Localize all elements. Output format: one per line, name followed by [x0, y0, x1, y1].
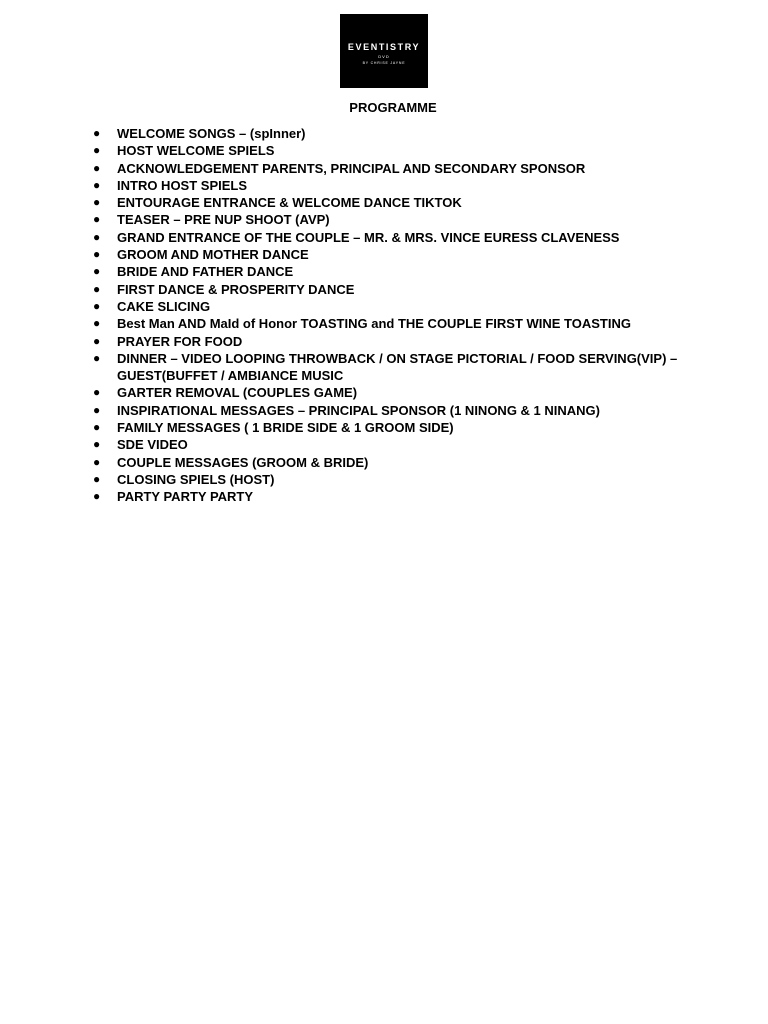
- list-item-text: FIRST DANCE & PROSPERITY DANCE: [117, 281, 355, 297]
- list-item-text: PRAYER FOR FOOD: [117, 333, 243, 349]
- list-item: [90, 160, 720, 177]
- list-item-text: ACKNOWLEDGEMENT PARENTS, PRINCIPAL AND SECONDARY SPONSOR: [117, 160, 586, 176]
- logo-sub-text: DVD: [378, 54, 390, 59]
- list-item: [90, 402, 720, 419]
- list-item: [90, 436, 720, 453]
- bullet-icon: ●: [93, 212, 101, 227]
- bullet-icon: ●: [93, 264, 101, 279]
- list-item: [90, 384, 720, 401]
- list-item-text: TEASER – PRE NUP SHOOT (AVP): [117, 212, 330, 228]
- bullet-icon: ●: [93, 471, 101, 486]
- bullet-icon: ●: [93, 195, 101, 210]
- list-item: [90, 194, 720, 211]
- bullet-icon: ●: [93, 489, 101, 504]
- list-item: [90, 125, 720, 142]
- bullet-icon: ●: [93, 126, 101, 140]
- list-item-text: BRIDE AND FATHER DANCE: [117, 264, 294, 280]
- list-item: [90, 281, 720, 298]
- bullet-icon: ●: [93, 333, 101, 348]
- bullet-icon: ●: [93, 247, 101, 262]
- list-item-text: HOST WELCOME SPIELS: [117, 143, 275, 159]
- list-item: [90, 211, 720, 228]
- logo-by-text: BY CHRISE JAYNE: [362, 61, 406, 65]
- list-item: [90, 419, 720, 436]
- list-item: [90, 298, 720, 315]
- bullet-icon: ●: [93, 420, 101, 435]
- bullet-icon: ●: [93, 385, 101, 400]
- list-item: [90, 333, 720, 350]
- list-item-text: Best Man AND MaId of Honor TOASTING and THE COUPLE FIRST WINE TOASTING: [117, 316, 631, 332]
- list-item-text: PARTY PARTY PARTY: [117, 489, 254, 505]
- list-item: [90, 263, 720, 280]
- list-item-text: CAKE SLICING: [117, 298, 211, 314]
- list-item-text: WELCOME SONGS – (spInner): [117, 126, 306, 141]
- bullet-icon: ●: [93, 437, 101, 452]
- list-item: [90, 471, 720, 488]
- list-item-text: INSPIRATIONAL MESSAGES – PRINCIPAL SPONSOR (1 NINONG & 1 NINANG): [117, 402, 600, 418]
- list-item-text: SDE VIDEO: [117, 437, 188, 453]
- bullet-icon: ●: [93, 298, 101, 313]
- list-item-text: INTRO HOST SPIELS: [117, 177, 248, 193]
- list-item: [90, 142, 720, 159]
- list-item-text: COUPLE MESSAGES (GROOM & BRIDE): [117, 454, 369, 470]
- list-item-text: GROOM AND MOTHER DANCE: [117, 247, 309, 263]
- list-item: [90, 177, 720, 194]
- list-item: [90, 246, 720, 263]
- bullet-icon: ●: [93, 160, 101, 175]
- bullet-icon: ●: [93, 402, 101, 417]
- bullet-icon: ●: [93, 350, 101, 365]
- list-item-text: FAMILY MESSAGES ( 1 BRIDE SIDE & 1 GROOM SIDE): [117, 420, 454, 436]
- list-item-text: CLOSING SPIELS (HOST): [117, 471, 275, 487]
- programme-list: [90, 125, 720, 506]
- bullet-icon: ●: [93, 281, 101, 296]
- list-item: [90, 229, 720, 246]
- bullet-icon: ●: [93, 177, 101, 192]
- bullet-icon: ●: [93, 229, 101, 244]
- bullet-icon: ●: [93, 316, 101, 331]
- list-item: [90, 350, 720, 385]
- page-title: PROGRAMME: [349, 100, 437, 115]
- list-item-text: ENTOURAGE ENTRANCE & WELCOME DANCE TIKTOK: [117, 195, 462, 211]
- eventistry-logo: [340, 14, 428, 88]
- list-item-text: GARTER REMOVAL (COUPLES GAME): [117, 385, 358, 401]
- list-item: [90, 454, 720, 471]
- logo-brand-text: EVENTISTRY: [347, 42, 421, 52]
- bullet-icon: ●: [93, 143, 101, 158]
- bullet-icon: ●: [93, 454, 101, 469]
- list-item-text: GRAND ENTRANCE OF THE COUPLE – MR. & MRS. VINCE EURESS CLAVENESS: [117, 229, 620, 245]
- list-item-text: DINNER – VIDEO LOOPING THROWBACK / ON STAGE PICTORIAL / FOOD SERVING(VIP) – GUEST(BUFFET / AMBIANCE MUSIC: [117, 350, 678, 384]
- list-item: [90, 488, 720, 505]
- list-item: [90, 315, 720, 332]
